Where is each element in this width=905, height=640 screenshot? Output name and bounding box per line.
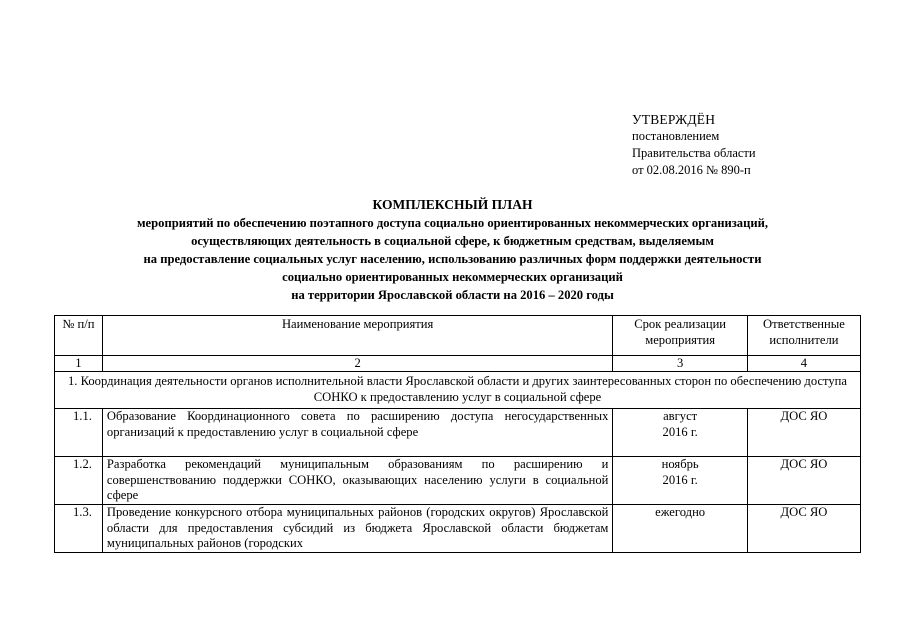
header-term: Срок реализации мероприятия bbox=[613, 316, 748, 356]
section-row bbox=[55, 372, 861, 409]
row-term bbox=[613, 505, 748, 553]
heading-line: мероприятий по обеспечению поэтапного доступа социально ориентированных некоммерческих организаций, bbox=[136, 216, 769, 230]
approval-stamp bbox=[632, 111, 756, 179]
row-term-line: ежегодно bbox=[655, 505, 706, 519]
heading-line: на территории Ярославской области на 2016 – 2020 годы bbox=[291, 288, 614, 302]
table-row bbox=[55, 457, 861, 505]
approval-line: Правительства области bbox=[632, 146, 756, 160]
row-term-line: ноябрь bbox=[661, 457, 699, 471]
row-number: 1.1. bbox=[55, 409, 103, 457]
section-title: 1. Координация деятельности органов исполнительной власти Ярославской области и других заинтересованных сторон по обеспечению доступа СОНКО к предоставлению услуг в социальной сфере bbox=[55, 372, 861, 409]
column-index: 2 bbox=[102, 356, 613, 372]
row-number: 1.2. bbox=[55, 457, 103, 505]
column-index: 4 bbox=[747, 356, 860, 372]
row-term-line: 2016 г. bbox=[662, 424, 698, 439]
row-term bbox=[613, 409, 748, 457]
header-name: Наименование мероприятия bbox=[102, 316, 613, 356]
row-executor: ДОС ЯО bbox=[747, 505, 860, 553]
row-name: Разработка рекомендаций муниципальным образованиям по расширению и совершенствованию поддержки СОНКО, оказывающих населению услуги в социальной сфере bbox=[102, 457, 613, 505]
table-header-row bbox=[55, 316, 861, 356]
document-title: КОМПЛЕКСНЫЙ ПЛАН bbox=[372, 197, 533, 212]
row-executor: ДОС ЯО bbox=[747, 457, 860, 505]
row-term-line: 2016 г. bbox=[662, 472, 698, 487]
column-index: 1 bbox=[55, 356, 103, 372]
row-term bbox=[613, 457, 748, 505]
row-executor: ДОС ЯО bbox=[747, 409, 860, 457]
table-row bbox=[55, 409, 861, 457]
approval-line: постановлением bbox=[632, 129, 720, 143]
row-name: Проведение конкурсного отбора муниципальных районов (городских округов) Ярославской области для предоставления субсидий из бюджета Ярославской области бюджетам муниципальных районов (городских bbox=[102, 505, 613, 553]
approval-title: УТВЕРЖДЁН bbox=[632, 112, 716, 127]
header-exec: Ответственные исполнители bbox=[747, 316, 860, 356]
row-number: 1.3. bbox=[55, 505, 103, 553]
table-row bbox=[55, 505, 861, 553]
column-index: 3 bbox=[613, 356, 748, 372]
approval-date: от 02.08.2016 № 890-п bbox=[632, 163, 751, 177]
document-heading bbox=[40, 196, 865, 304]
column-index-row bbox=[55, 356, 861, 372]
plan-table bbox=[54, 315, 861, 553]
heading-line: на предоставление социальных услуг населению, использованию различных форм поддержки деятельности bbox=[143, 252, 762, 266]
heading-line: осуществляющих деятельность в социальной сфере, к бюджетным средствам, выделяемым bbox=[191, 234, 714, 248]
header-num: № п/п bbox=[55, 316, 103, 356]
row-name: Образование Координационного совета по расширению доступа негосударственных организаций к предоставлению услуг в социальной сфере bbox=[102, 409, 613, 457]
row-term-line: август bbox=[663, 409, 698, 423]
heading-line: социально ориентированных некоммерческих организаций bbox=[282, 270, 623, 284]
